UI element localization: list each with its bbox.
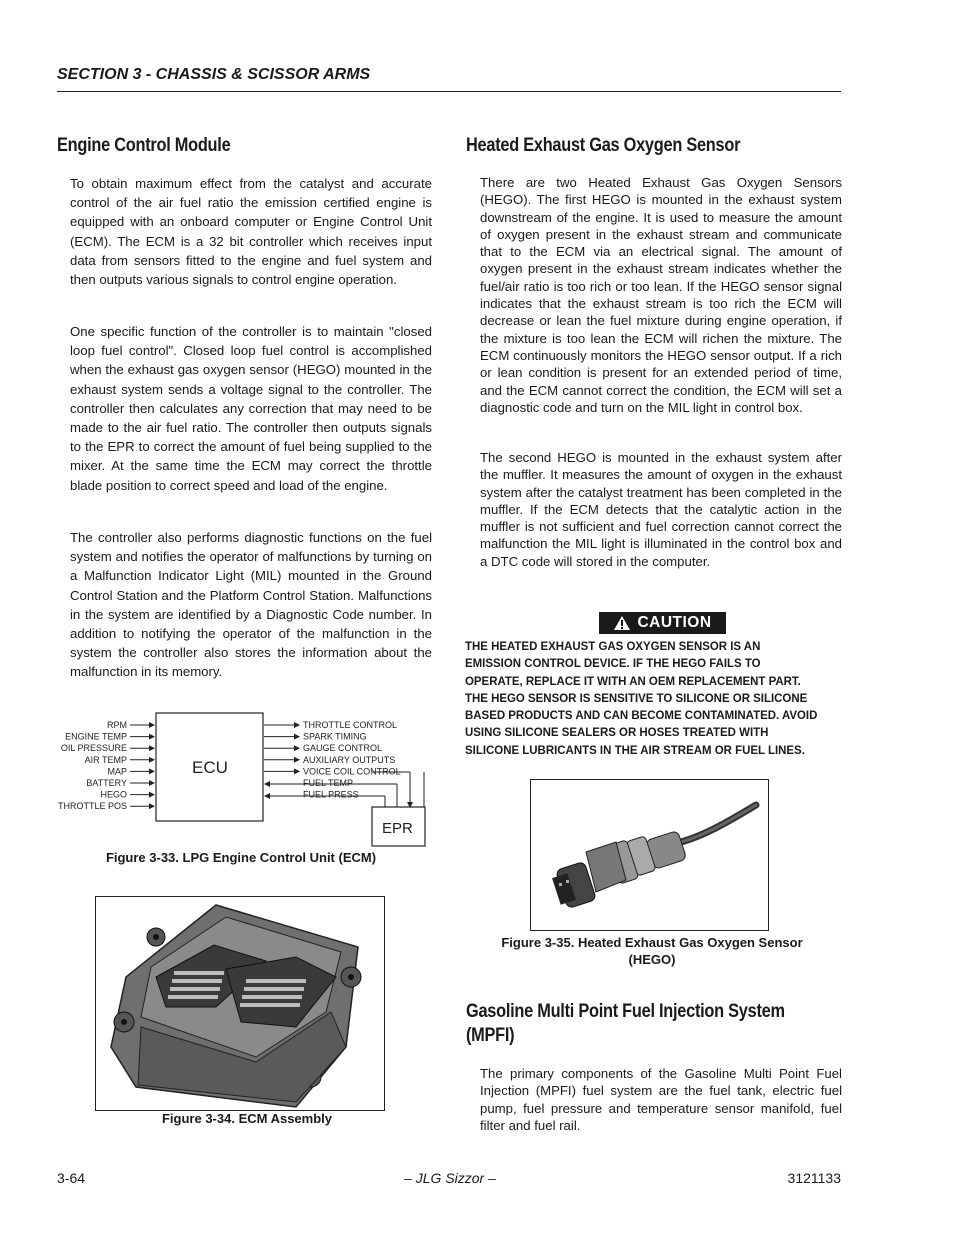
ecu-input-label: OIL PRESSURE	[60, 743, 127, 754]
heading-engine-control-module: Engine Control Module	[57, 135, 231, 156]
ecu-input-label: RPM	[107, 720, 127, 730]
heading-mpfi-line-2: (MPFI)	[466, 1025, 515, 1046]
ecu-output-label: FUEL PRESS	[303, 789, 359, 800]
ecu-output-label: VOICE COIL CONTROL	[303, 766, 401, 777]
section-header: SECTION 3 - CHASSIS & SCISSOR ARMS	[57, 66, 371, 83]
figure-3-33-caption: Figure 3-33. LPG Engine Control Unit (ECM)	[105, 850, 377, 865]
footer-title: – JLG Sizzor –	[404, 1170, 496, 1186]
ecu-label: ECU	[192, 758, 228, 777]
ecm-paragraph-1: To obtain maximum effect from the catalyst and accurate control of the air fuel ratio the emission certified engine is equipped with an onboard computer or Engine Control Unit (ECM). The ECM is a 32 bit controller which receives input data from sensors fitted to the engine and fuel system and then outputs various signals to control engine operation.	[70, 176, 432, 288]
ecu-input-label: AIR TEMP	[84, 754, 127, 765]
hego-sensor-image	[531, 780, 768, 930]
heading-hego: Heated Exhaust Gas Oxygen Sensor	[466, 135, 741, 156]
ecu-output-label: FUEL TEMP	[303, 778, 354, 788]
ecu-input-label: ENGINE TEMP	[65, 731, 127, 742]
footer-page-number: 3-64	[57, 1170, 86, 1186]
ecu-input-label: THROTTLE POS	[57, 801, 127, 812]
ecu-input-label: MAP	[107, 766, 127, 777]
hego-paragraph-1: There are two Heated Exhaust Gas Oxygen Sensors (HEGO). The first HEGO is mounted in the exhaust system downstream of the engine. It is used to measure the amount of oxygen present in the exhaust stream and communicate that to the ECM via an electrical signal. The amount of oxygen present in the exhaust stream indicates whether the fuel/air ratio is too rich or too lean. If the HEGO sensor signal indicates that the exhaust stream is too rich the ECM will decrease or lean the fuel mixture during engine operation, if the mixture is too lean the ECM will richen the mixture. The ECM continuously monitors the HEGO sensor output. If a rich or lean condition is present for an extended period of time, and the ECM cannot correct the condition, the ECM will set a diagnostic code and turn on the MIL light in control box.	[480, 175, 842, 415]
caution-badge	[599, 612, 726, 634]
ecu-block-diagram	[55, 706, 435, 848]
caution-label: CAUTION	[637, 614, 712, 631]
ecm-paragraph-3: The controller also performs diagnostic functions on the fuel system and notifies the operator of malfunctions by turning on a Malfunction Indicator Light (MIL) mounted in the Ground Control Station and the Platform Control Station. Malfunctions in the system are identified by a Diagnostic Code number. In addition to notifying the operator of the malfunction in the system the controller also stores the information about the malfunction in its memory.	[70, 530, 432, 680]
mpfi-paragraph: The primary components of the Gasoline Multi Point Fuel Injection (MPFI) fuel system are the fuel tank, electric fuel pump, fuel pressure and temperature sensor manifold, fuel filter and fuel rail.	[480, 1066, 842, 1133]
ecu-output-label: AUXILIARY OUTPUTS	[303, 754, 396, 765]
figure-3-35-caption-line-2: (HEGO)	[628, 952, 676, 967]
ecu-output-label: SPARK TIMING	[303, 731, 367, 742]
figure-3-35-caption-line-1: Figure 3-35. Heated Exhaust Gas Oxygen Sensor	[501, 935, 803, 950]
ecm-assembly-figure	[95, 896, 385, 1111]
ecm-paragraph-2: One specific function of the controller is to maintain "closed loop fuel control". Closed loop fuel control is accomplished when the exhaust gas oxygen sensor (HEGO) mounted in the exhaust system sends a voltage signal to the controller. The controller then calculates any correction that may need to be made to the air fuel ratio. The controller then outputs signals to the EPR to correct the amount of fuel being supplied to the mixer. At the same time the ECM may correct the throttle blade position to correct speed and load of the engine.	[70, 324, 432, 493]
epr-label: EPR	[382, 820, 413, 837]
ecu-input-label: BATTERY	[86, 778, 127, 788]
figure-3-34-caption: Figure 3-34. ECM Assembly	[161, 1111, 332, 1126]
caution-text: THE HEATED EXHAUST GAS OXYGEN SENSOR IS AN EMISSION CONTROL DEVICE. IF THE HEGO FAILS TO OPERATE, REPLACE IT WITH AN OEM REPLACEMENT PART. THE HEGO SENSOR IS SENSITIVE TO SILICONE OR SILICONE BASED PRODUCTS AND CAN BECOME CONTAMINATED. AVOID USING SILICONE SEALERS OR HOSES TREATED WITH SILICONE LUBRICANTS IN THE AIR STREAM OR FUEL LINES.	[465, 639, 818, 757]
warning-triangle-icon	[613, 615, 631, 631]
hego-paragraph-2: The second HEGO is mounted in the exhaust system after the muffler. It measures the amount of oxygen in the exhaust system after the catalyst treatment has been completed in the muffler. If the ECM detects that the catalytic action in the muffler is not sufficient and fuel correction cannot correct the malfunction the MIL light is illuminated in the control box and a DTC code will stored in the computer.	[480, 450, 842, 569]
ecu-output-label: THROTTLE CONTROL	[303, 720, 398, 730]
heading-mpfi-line-1: Gasoline Multi Point Fuel Injection System	[466, 1001, 785, 1022]
header-divider	[57, 91, 841, 92]
ecu-output-label: GAUGE CONTROL	[303, 743, 383, 754]
footer-doc-number: 3121133	[787, 1170, 841, 1186]
hego-sensor-figure	[530, 779, 769, 931]
ecu-input-label: HEGO	[100, 789, 127, 800]
ecm-assembly-image	[96, 897, 384, 1110]
